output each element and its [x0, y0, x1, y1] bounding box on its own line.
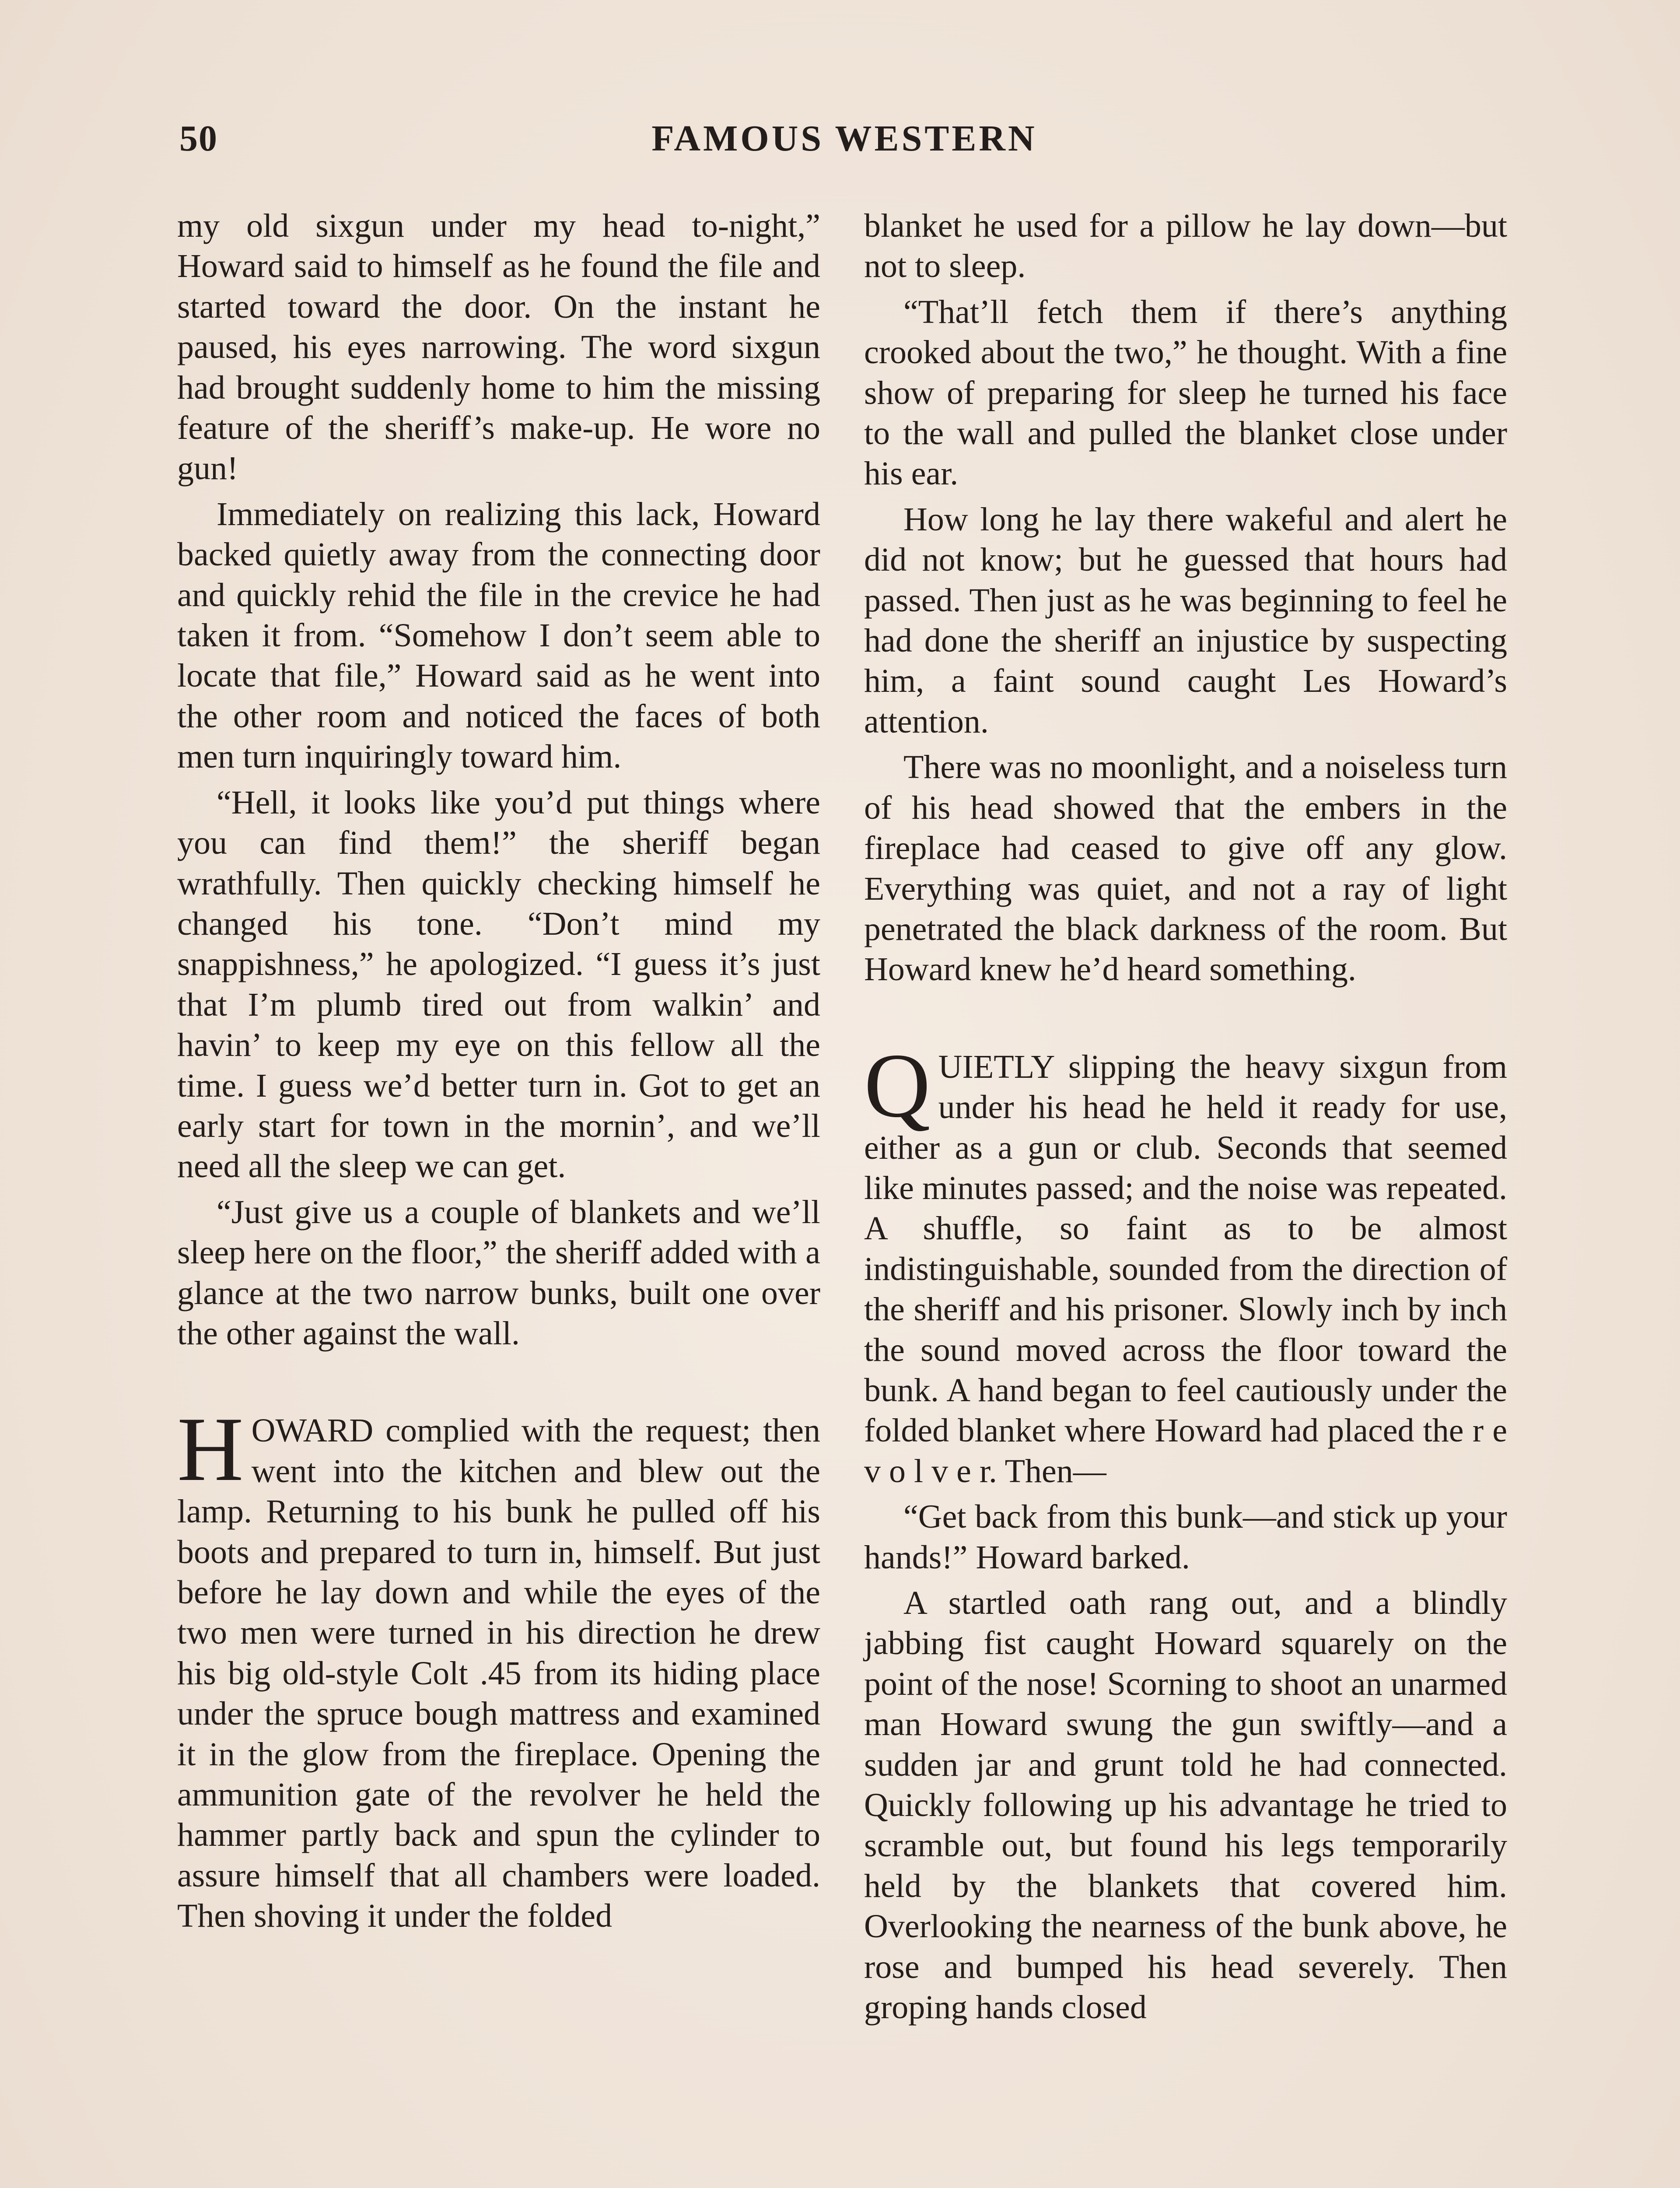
paragraph: A startled oath rang out, and a blindly jabbing fist caught Howard squarely on the point of the nose! Scorning to shoot an unarmed man Howard swung the gun swiftly—and a sudden jar and grunt told he had connected. Quickly following up his advantage he tried to scramble out, but found his legs temporarily held by the blankets that covered him. Overlooking the nearness of the bunk above, he rose and bumped his head severely. Then groping hands closed — [864, 1585, 1507, 2026]
page-header — [179, 117, 1509, 165]
section-break — [177, 1359, 820, 1410]
paragraph: my old sixgun under my head to-night,” Howard said to himself as he found the file and started toward the door. On the instant he paused, his eyes narrowing. The word sixgun had brought suddenly home to him the missing feature of the sheriff’s make-up. He wore no gun! — [177, 207, 820, 487]
paragraph-text: slipping the heavy sixgun from under his head he held it ready for use, either as a gun or club. Seconds that seemed like minutes passed; and the noise was repeated. A shuffle, so faint as to be almost indistinguishable, sounded from the direction of the sheriff and his prisoner. Slowly inch by inch the sound moved across the floor toward the bunk. A hand began to feel cautiously under the folded blanket where Howard had placed the r e v o l v e r. Then— — [864, 1048, 1507, 1490]
paragraph-text: complied with the request; then went into the kitchen and blew out the lamp. Returning to his bunk he pulled off his boots and prepared to turn in, himself. But just before he lay down and while the eyes of the two men were turned in his direction he drew his big old-style Colt .45 from its hiding place under the spruce bough mattress and examined it in the glow from the fireplace. Opening the ammunition gate of the revolver he held the hammer partly back and spun the cylinder to assure himself that all chambers were loaded. Then shoving it under the folded — [177, 1412, 820, 1935]
paragraph: “Hell, it looks like you’d put things where you can find them!” the sheriff began wrathfully. Then quickly checking himself he changed his tone. “Don’t mind my snappishness,” he apologized. “I guess it’s just that I’m plumb tired out from walkin’ and havin’ to keep my eye on this fellow all the time. I guess we’d better turn in. Got to get an early start for town in the mornin’, and we’ll need all the sleep we can get. — [177, 784, 820, 1185]
paragraph: “Just give us a couple of blankets and we’ll sleep here on the floor,” the sheriff added with a glance at the two narrow bunks, built one over the other against the wall. — [177, 1193, 820, 1352]
left-column — [177, 206, 820, 1942]
paragraph: blanket he used for a pillow he lay down—but not to sleep. — [864, 207, 1507, 285]
small-caps-lead: OWARD — [251, 1412, 374, 1449]
drop-cap: Q — [864, 1034, 931, 1136]
small-caps-lead: UIETLY — [938, 1048, 1054, 1085]
drop-cap: H — [177, 1399, 244, 1501]
paragraph: Immediately on realizing this lack, Howard backed quietly away from the connecting door and quickly rehid the file in the crevice he had taken it from. “Somehow I don’t seem able to locate that file,” Howard said as he went into the other room and noticed the faces of both men turn inquiringly toward him. — [177, 495, 820, 775]
paragraph-with-drop-cap — [864, 1034, 1507, 1491]
paragraph-with-drop-cap — [177, 1399, 820, 1936]
paragraph: There was no moonlight, and a noiseless turn of his head showed that the embers in the fireplace had ceased to give off any glow. Everything was quiet, and not a ray of light penetrated the black darkness of the room. But Howard knew he’d heard something. — [864, 749, 1507, 988]
page-number: 50 — [179, 118, 218, 159]
paragraph: “Get back from this bunk—and stick up your hands!” Howard barked. — [864, 1498, 1507, 1576]
paragraph: How long he lay there wakeful and alert he did not know; but he guessed that hours had passed. Then just as he was beginning to feel he had done the sheriff an injustice by suspecting him, a faint sound caught Les Howard’s attention. — [864, 501, 1507, 740]
magazine-title: FAMOUS WESTERN — [651, 118, 1037, 159]
section-break — [864, 995, 1507, 1047]
paragraph: “That’ll fetch them if there’s anything crooked about the two,” he thought. With a fine show of preparing for sleep he turned his face to the wall and pulled the blanket close under his ear. — [864, 293, 1507, 492]
right-column — [864, 206, 1507, 2033]
